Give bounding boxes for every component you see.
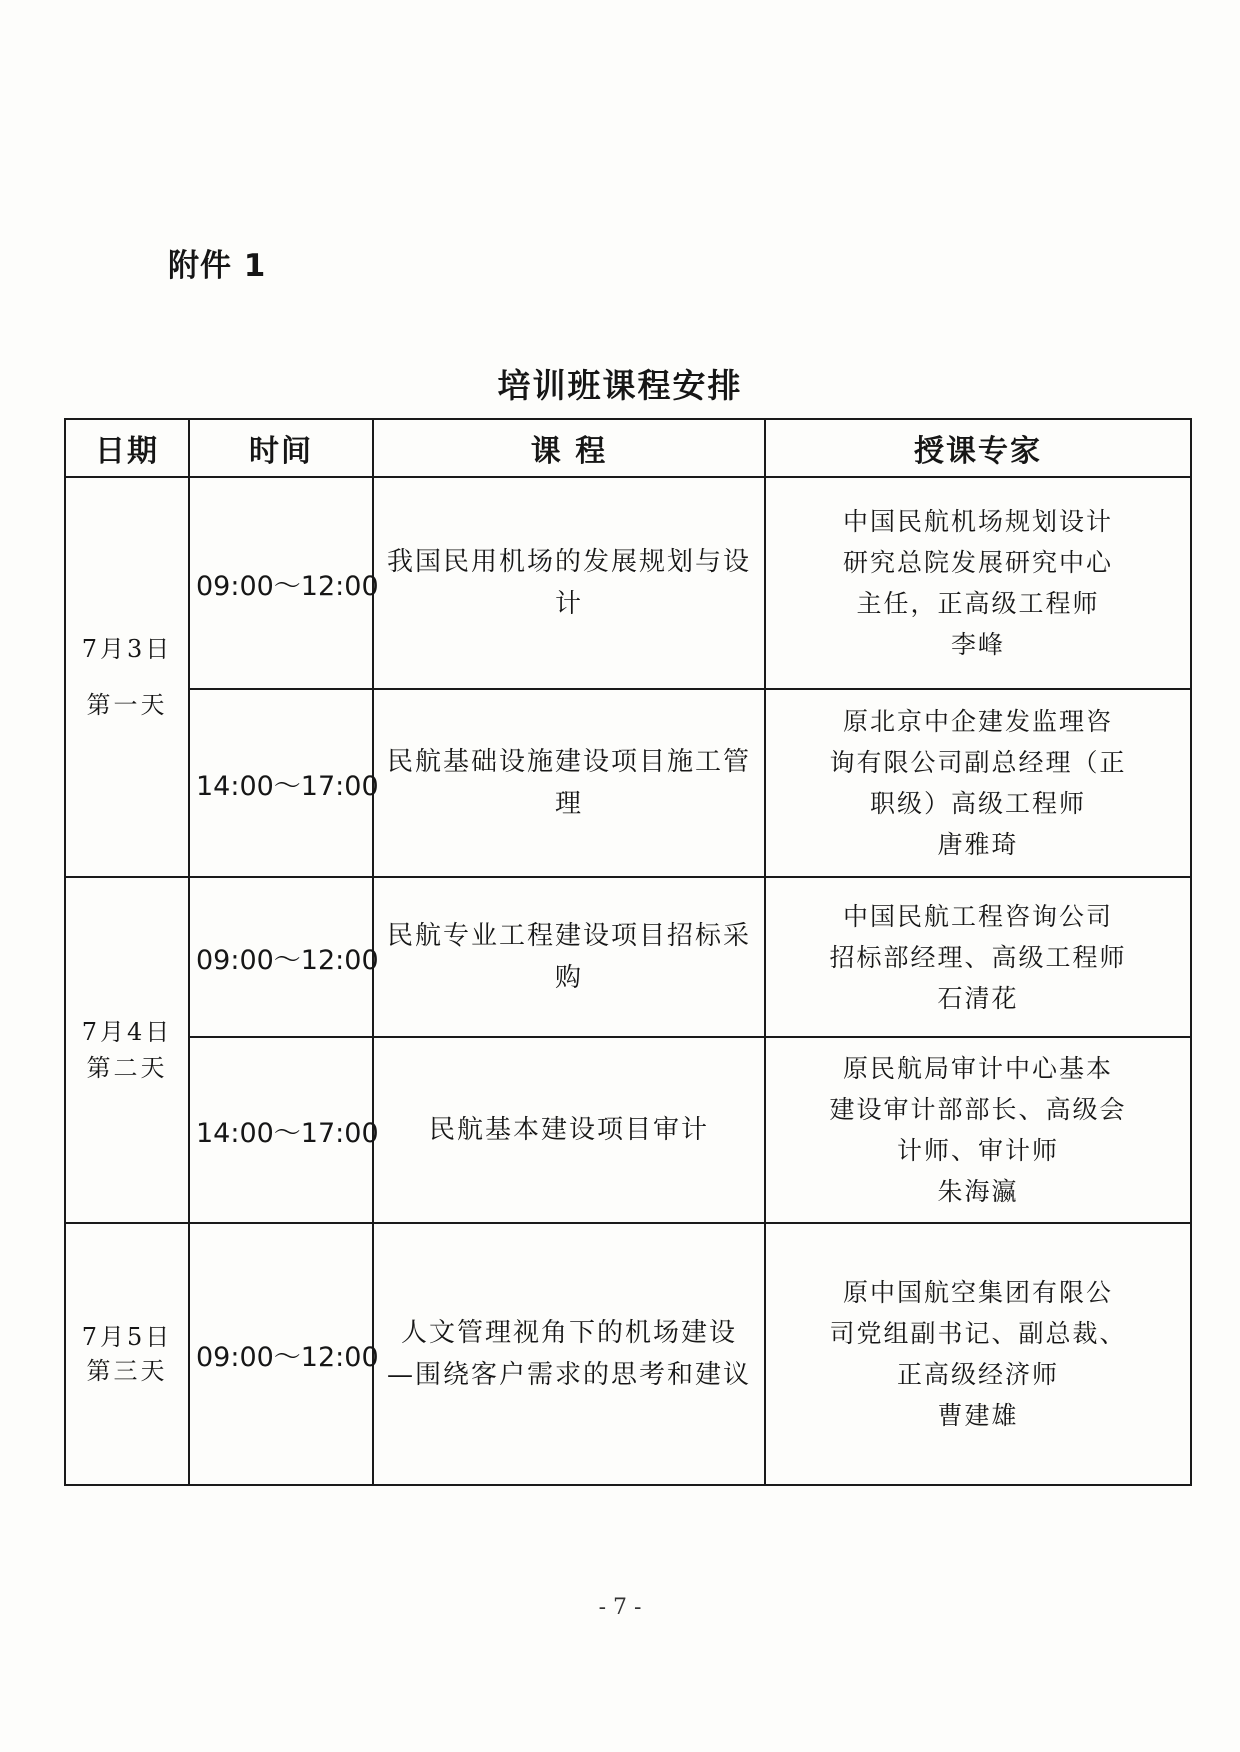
expert-cell: [765, 689, 1191, 877]
document-title: 培训班课程安排: [497, 366, 743, 405]
expert-name: 曹建雄: [937, 1401, 1019, 1430]
expert-cell: [765, 877, 1191, 1037]
date-text: 7月5日: [81, 1323, 173, 1351]
schedule-table: [64, 418, 1192, 1486]
expert-name: 唐雅琦: [937, 830, 1019, 859]
table-row: [65, 877, 1191, 1037]
time-cell: 14:00～17:00: [189, 689, 373, 877]
expert-line: 主任，正高级工程师: [856, 589, 1100, 618]
expert-line: 建设审计部部长、高级会: [829, 1095, 1127, 1124]
expert-line: 中国民航机场规划设计: [842, 507, 1113, 536]
table-row: [65, 477, 1191, 689]
expert-line: 中国民航工程咨询公司: [842, 901, 1113, 931]
expert-line: 招标部经理、高级工程师: [829, 942, 1127, 972]
date-text: 7月3日: [81, 635, 173, 663]
course-cell: [373, 689, 765, 877]
table-row: [65, 1037, 1191, 1223]
time-cell: 09:00～12:00: [189, 1223, 373, 1485]
expert-name: 李峰: [950, 630, 1005, 659]
table-row: [65, 1223, 1191, 1485]
course-line: —围绕客户需求的思考和建议: [386, 1360, 751, 1390]
course-line: 民航专业工程建设项目招标采购: [386, 921, 751, 993]
day-label: 第二天: [86, 1054, 168, 1082]
expert-line: 正高级经济师: [896, 1360, 1059, 1389]
expert-name: 朱海瀛: [937, 1177, 1019, 1206]
expert-name: 石清花: [937, 983, 1019, 1013]
expert-line: 原北京中企建发监理咨: [842, 707, 1113, 736]
expert-line: 职级）高级工程师: [869, 789, 1086, 818]
table-header-row: [65, 419, 1191, 477]
course-line: 我国民用机场的发展规划与设计: [386, 547, 751, 619]
date-cell: [65, 877, 189, 1223]
expert-cell: [765, 1037, 1191, 1223]
header-date: 日期: [65, 419, 189, 477]
expert-cell: [765, 477, 1191, 689]
expert-line: 研究总院发展研究中心: [842, 548, 1113, 577]
time-cell: 09:00～12:00: [189, 477, 373, 689]
page-number: - 7 -: [598, 1595, 642, 1620]
header-course: 课 程: [373, 419, 765, 477]
time-cell: 09:00～12:00: [189, 877, 373, 1037]
date-text: 7月4日: [81, 1018, 173, 1046]
day-label: 第三天: [86, 1357, 168, 1385]
course-cell: [373, 477, 765, 689]
day-label: 第一天: [86, 691, 168, 719]
time-cell: 14:00～17:00: [189, 1037, 373, 1223]
header-expert: 授课专家: [765, 419, 1191, 477]
course-line: 人文管理视角下的机场建设: [400, 1318, 737, 1348]
header-time: 时间: [189, 419, 373, 477]
attachment-label: 附件 1: [168, 248, 267, 284]
expert-line: 原中国航空集团有限公: [842, 1278, 1113, 1307]
course-cell: [373, 1223, 765, 1485]
expert-line: 司党组副书记、副总裁、: [829, 1319, 1127, 1348]
expert-cell: [765, 1223, 1191, 1485]
course-cell: [373, 1037, 765, 1223]
date-cell: [65, 1223, 189, 1485]
course-line: 民航基本建设项目审计: [428, 1115, 709, 1145]
date-cell: [65, 477, 189, 877]
table-row: [65, 689, 1191, 877]
expert-line: 询有限公司副总经理（正: [829, 748, 1127, 777]
expert-line: 计师、审计师: [896, 1136, 1059, 1165]
course-cell: [373, 877, 765, 1037]
course-line: 民航基础设施建设项目施工管理: [386, 747, 751, 819]
expert-line: 原民航局审计中心基本: [842, 1054, 1113, 1083]
